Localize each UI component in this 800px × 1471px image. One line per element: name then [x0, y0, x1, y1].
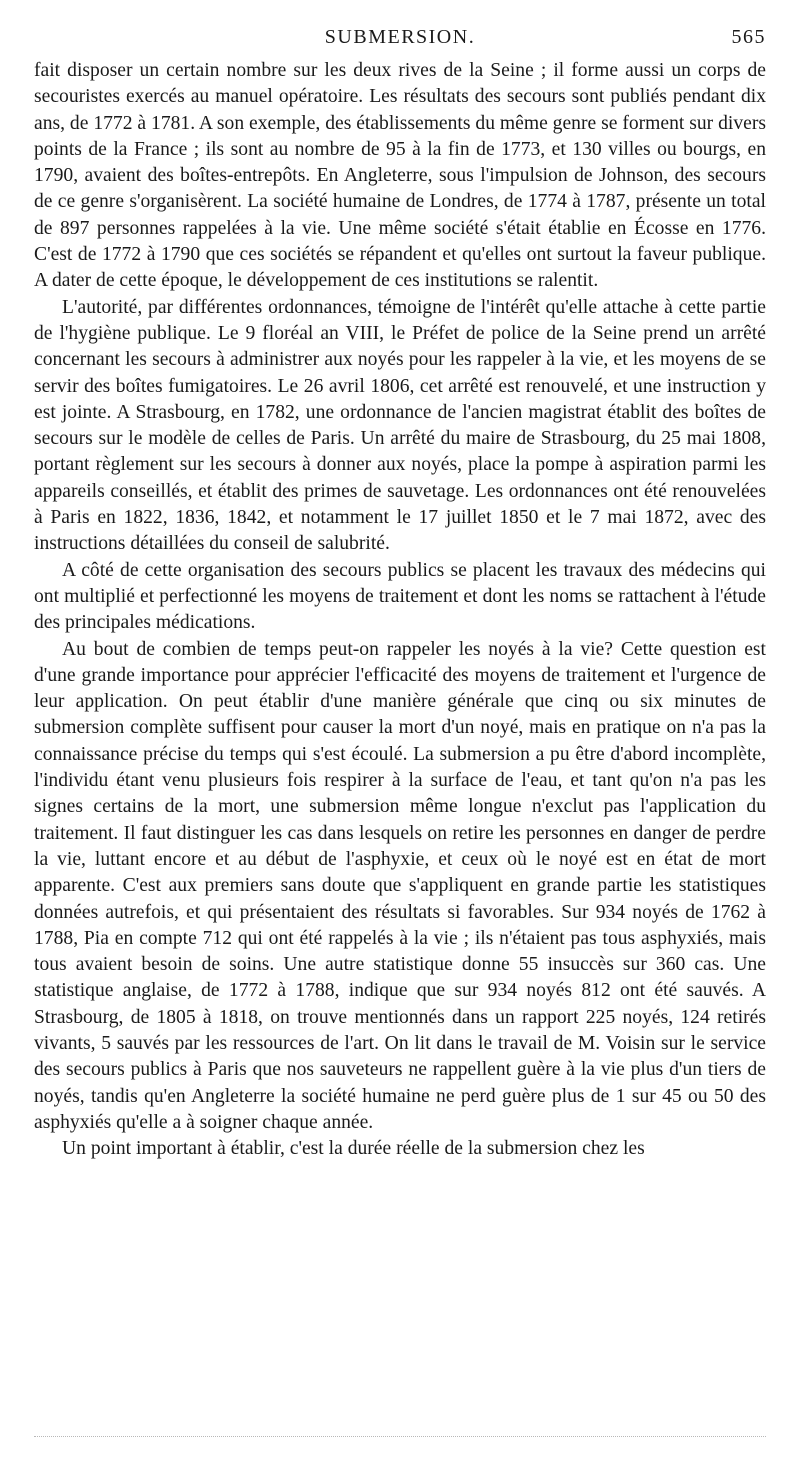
paragraph-3: A côté de cette organisation des secours publics se placent les travaux des médecins qui ont multiplié et perfectionné les moyens de traitement et dont les noms se rattachent à l'étude des principales médications. [34, 559, 766, 634]
book-page [34, 26, 766, 1162]
running-title: SUBMERSION. [324, 26, 476, 48]
page-number: 565 [731, 26, 766, 48]
running-head [34, 26, 766, 58]
page-body [34, 58, 766, 1162]
paragraph-1: fait disposer un certain nombre sur les deux rives de la Seine ; il forme aussi un corps de secouristes exercés au manuel opératoire. Les résultats des secours sont publiés pendant dix ans, de 1772 à 1781. A son exemple, des établissements du même genre se forment sur divers points de la France ; ils sont au nombre de 95 à la fin de 1773, et 130 villes ou bourgs, en 1790, avaient des boîtes-entrepôts. En Angleterre, sous l'impulsion de Johnson, des secours de ce genre s'organisèrent. La société humaine de Londres, de 1774 à 1787, présente un total de 897 personnes rappelées à la vie. Une même société s'était établie en Écosse en 1776. C'est de 1772 à 1790 que ces sociétés se répandent et qu'elles ont surtout la faveur publique. A dater de cette époque, le développement de ces institutions se ralentit. [34, 60, 766, 292]
bottom-dotted-rule [34, 1436, 766, 1437]
paragraph-5: Un point important à établir, c'est la durée réelle de la submersion chez les [62, 1138, 645, 1160]
paragraph-4: Au bout de combien de temps peut-on rappeler les noyés à la vie? Cette question est d'une grande importance pour apprécier l'efficacité des moyens de traitement et l'urgence de leur application. On peut établir d'une manière générale que cinq ou six minutes de submersion complète suffisent pour causer la mort d'un noyé, mais en pratique on n'a pas la connaissance précise du temps qui s'est écoulé. La submersion a pu être d'abord incomplète, l'individu étant venu plusieurs fois respirer à la surface de l'eau, et tant qu'on n'a pas les signes certains de la mort, une submersion même longue n'exclut pas l'application du traitement. Il faut distinguer les cas dans lesquels on retire les personnes en danger de perdre la vie, luttant encore et au début de l'asphyxie, et ceux où le noyé est en état de mort apparente. C'est aux premiers sans doute que s'appliquent en grande partie les statistiques données autrefois, et qui présentaient des résultats si favorables. Sur 934 noyés de 1762 à 1788, Pia en compte 712 qui ont été rappelés à la vie ; ils n'étaient pas tous asphyxiés, mais tous avaient besoin de soins. Une autre statistique donne 55 insuccès sur 360 cas. Une statistique anglaise, de 1772 à 1788, indique que sur 934 noyés 812 ont été sauvés. A Strasbourg, de 1805 à 1818, on trouve mentionnés dans un rapport 225 noyés, 124 retirés vivants, 5 sauvés par les ressources de l'art. On lit dans le travail de M. Voisin sur le service des secours publics à Paris que nos sauveteurs ne rappellent guère à la vie plus d'un tiers de noyés, tandis qu'en Angleterre la société humaine ne perd guère plus de 1 sur 45 ou 50 des asphyxiés qu'elle a à soigner chaque année. [34, 638, 766, 1133]
paragraph-2: L'autorité, par différentes ordonnances, témoigne de l'intérêt qu'elle attache à cette partie de l'hygiène publique. Le 9 floréal an VIII, le Préfet de police de la Seine prend un arrêté concernant les secours à administrer aux noyés pour les rappeler à la vie, et les moyens de se servir des boîtes fumigatoires. Le 26 avril 1806, cet arrêté est renouvelé, et une instruction y est jointe. A Strasbourg, en 1782, une ordonnance de l'ancien magistrat établit des boîtes de secours sur le modèle de celles de Paris. Un arrêté du maire de Strasbourg, du 25 mai 1808, portant règlement sur les secours à donner aux noyés, place la pompe à aspiration parmi les appareils conseillés, et établit des primes de sauvetage. Les ordonnances ont été renouvelées à Paris en 1822, 1836, 1842, et notamment le 17 juillet 1850 et le 7 mai 1872, avec des instructions détaillées du conseil de salubrité. [34, 296, 766, 555]
